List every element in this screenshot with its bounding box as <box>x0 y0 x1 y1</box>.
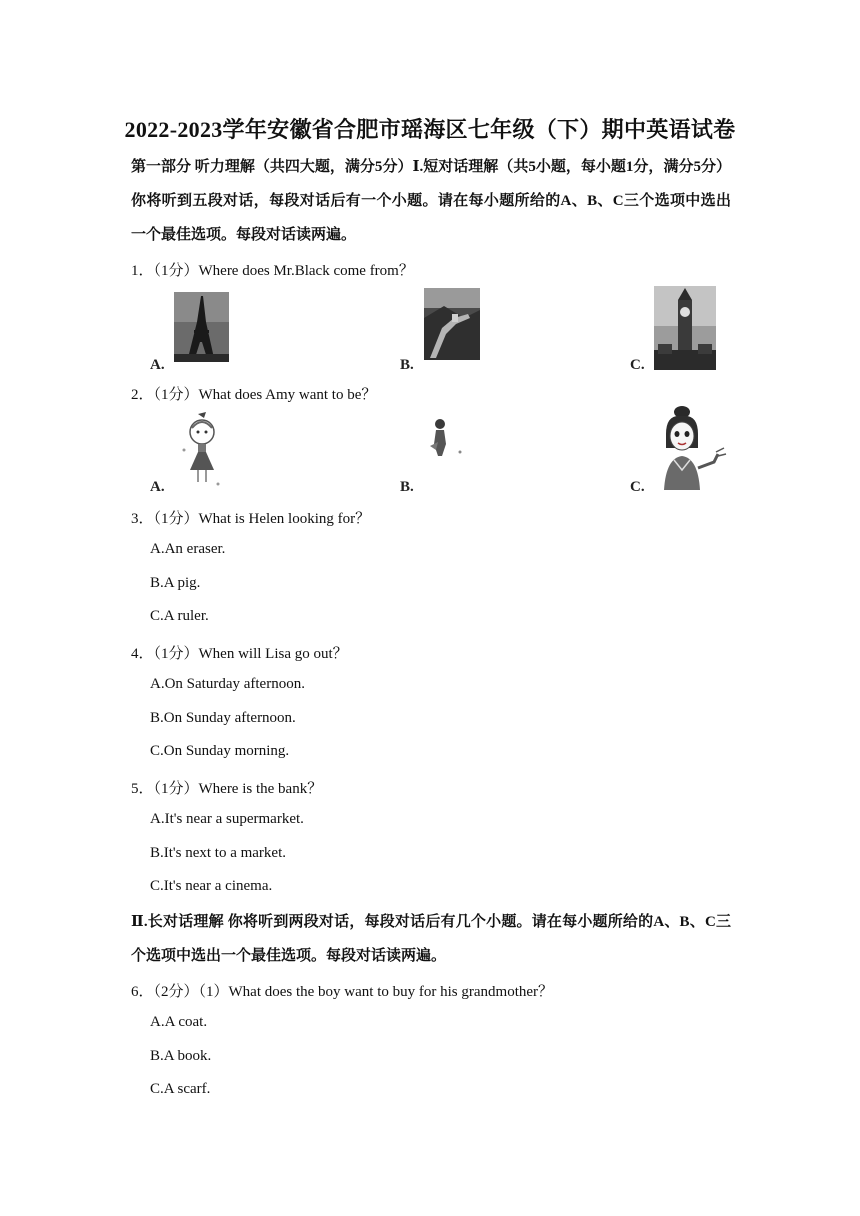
q5-option-a[interactable]: A.It's near a supermarket. <box>150 811 304 827</box>
q1-option-b[interactable] <box>400 286 490 374</box>
q4-option-a[interactable]: A.On Saturday afternoon. <box>150 676 305 692</box>
q6-option-b[interactable]: B.A book. <box>150 1048 212 1064</box>
question-6: 6．（2分）（1）What does the boy want to buy for his grandmother？ <box>131 984 554 1000</box>
q2-option-b[interactable] <box>400 410 490 496</box>
q6-option-c[interactable]: C.A scarf. <box>150 1081 211 1097</box>
q4-option-b[interactable]: B.On Sunday afternoon. <box>150 710 296 726</box>
q3-option-b[interactable]: B.A pig. <box>150 575 201 591</box>
big-ben-icon <box>654 286 716 370</box>
q1-option-a[interactable] <box>150 290 240 374</box>
q1-option-c[interactable] <box>630 284 720 374</box>
q5-option-c[interactable]: C.It's near a cinema. <box>150 878 273 894</box>
option-letter-a: A. <box>150 357 165 373</box>
dancer-girl-icon <box>176 410 228 490</box>
exam-title: 2022-2023学年安徽省合肥市瑶海区七年级（下）期中英语试卷 <box>124 117 736 142</box>
smiling-woman-icon <box>652 404 730 490</box>
question-3: 3．（1分）What is Helen looking for？ <box>131 511 371 527</box>
q4-option-c[interactable]: C.On Sunday morning. <box>150 743 290 759</box>
question-4: 4．（1分）When will Lisa go out？ <box>131 646 348 662</box>
option-letter-b: B. <box>400 357 414 373</box>
part2-intro: Ⅱ.长对话理解 你将听到两段对话，每段对话后有几个小题。请在每小题所给的A、B、C三个选项中选出一个最佳选项。每段对话读两遍。 <box>131 914 731 964</box>
q2-option-a[interactable] <box>150 410 240 496</box>
eiffel-tower-icon <box>174 292 229 362</box>
option-letter-c: C. <box>630 357 645 373</box>
q6-option-a[interactable]: A.A coat. <box>150 1014 208 1030</box>
option-letter-a: A. <box>150 479 165 495</box>
option-letter-b: B. <box>400 479 414 495</box>
option-letter-c: C. <box>630 479 645 495</box>
small-figure-icon <box>426 416 466 466</box>
q3-option-c[interactable]: C.A ruler. <box>150 608 209 624</box>
question-2: 2．（1分）What does Amy want to be？ <box>131 387 377 403</box>
q5-option-b[interactable]: B.It's next to a market. <box>150 845 287 861</box>
great-wall-icon <box>424 288 480 360</box>
question-1: 1．（1分）Where does Mr.Black come from？ <box>131 263 414 279</box>
question-5: 5．（1分）Where is the bank？ <box>131 781 323 797</box>
q2-option-c[interactable] <box>630 404 730 496</box>
part1-intro: 第一部分 听力理解（共四大题，满分5分）Ⅰ.短对话理解（共5小题，每小题1分，满分5分）你将听到五段对话，每段对话后有一个小题。请在每小题所给的A、B、C三个选项中选出一个最佳选项。每段对话读两遍。 <box>131 159 731 243</box>
q3-option-a[interactable]: A.An eraser. <box>150 541 226 557</box>
